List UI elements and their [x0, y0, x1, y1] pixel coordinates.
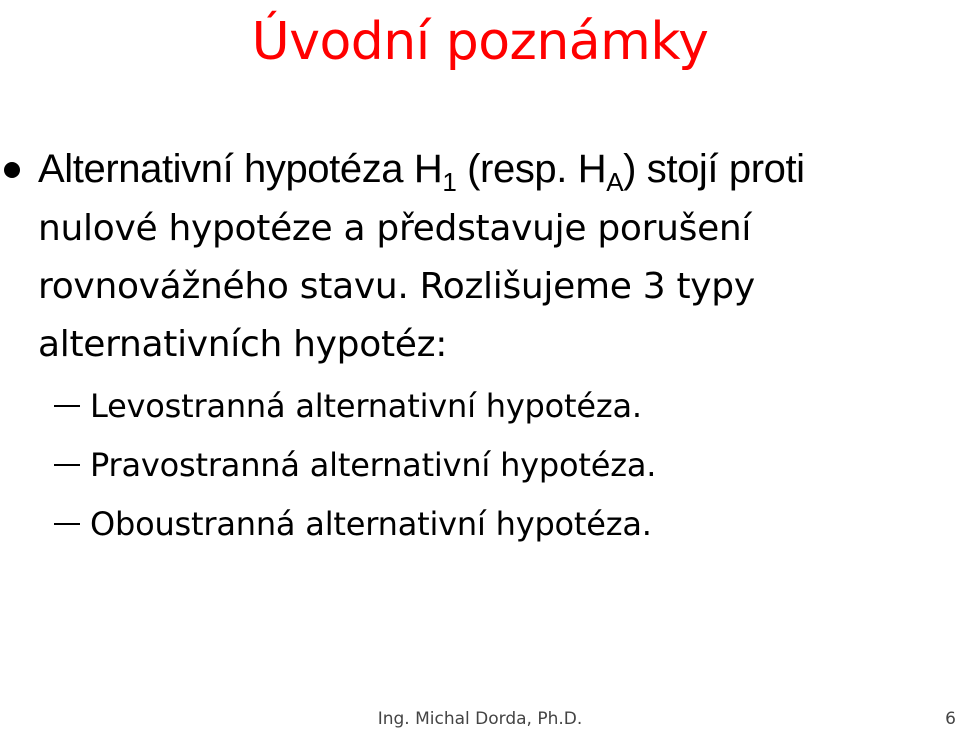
- list-item-text: Oboustranná alternativní hypotéza.: [90, 505, 652, 543]
- dash-icon: [54, 464, 80, 466]
- subscript-a: A: [606, 167, 624, 197]
- subscript-1: 1: [442, 167, 457, 197]
- slide-title: Úvodní poznámky: [251, 12, 709, 72]
- list-item-text: Levostranná alternativní hypotéza.: [90, 387, 642, 425]
- footer-author: Ing. Michal Dorda, Ph.D.: [377, 709, 583, 729]
- dash-icon: [54, 405, 80, 407]
- list-item: [54, 500, 934, 559]
- bullet-prefix: Alternativní hypotéza H: [38, 147, 443, 191]
- page-number: 6: [945, 709, 956, 729]
- list-item: [54, 382, 934, 441]
- bullet-middle: (resp. H: [456, 147, 607, 191]
- subitem-list: [54, 382, 934, 559]
- bullet-suffix: nulové hypotéze a představuje porušení rovnovážného stavu. Rozlišujeme 3 typy alternativních hypotéz:: [38, 208, 755, 365]
- bullet-dot-icon: [4, 162, 20, 178]
- list-item: [54, 441, 934, 500]
- bullet-text: [38, 140, 928, 374]
- bullet-suffix-lead: ) stojí proti: [623, 147, 805, 191]
- list-item-text: Pravostranná alternativní hypotéza.: [90, 446, 657, 484]
- dash-icon: [54, 523, 80, 525]
